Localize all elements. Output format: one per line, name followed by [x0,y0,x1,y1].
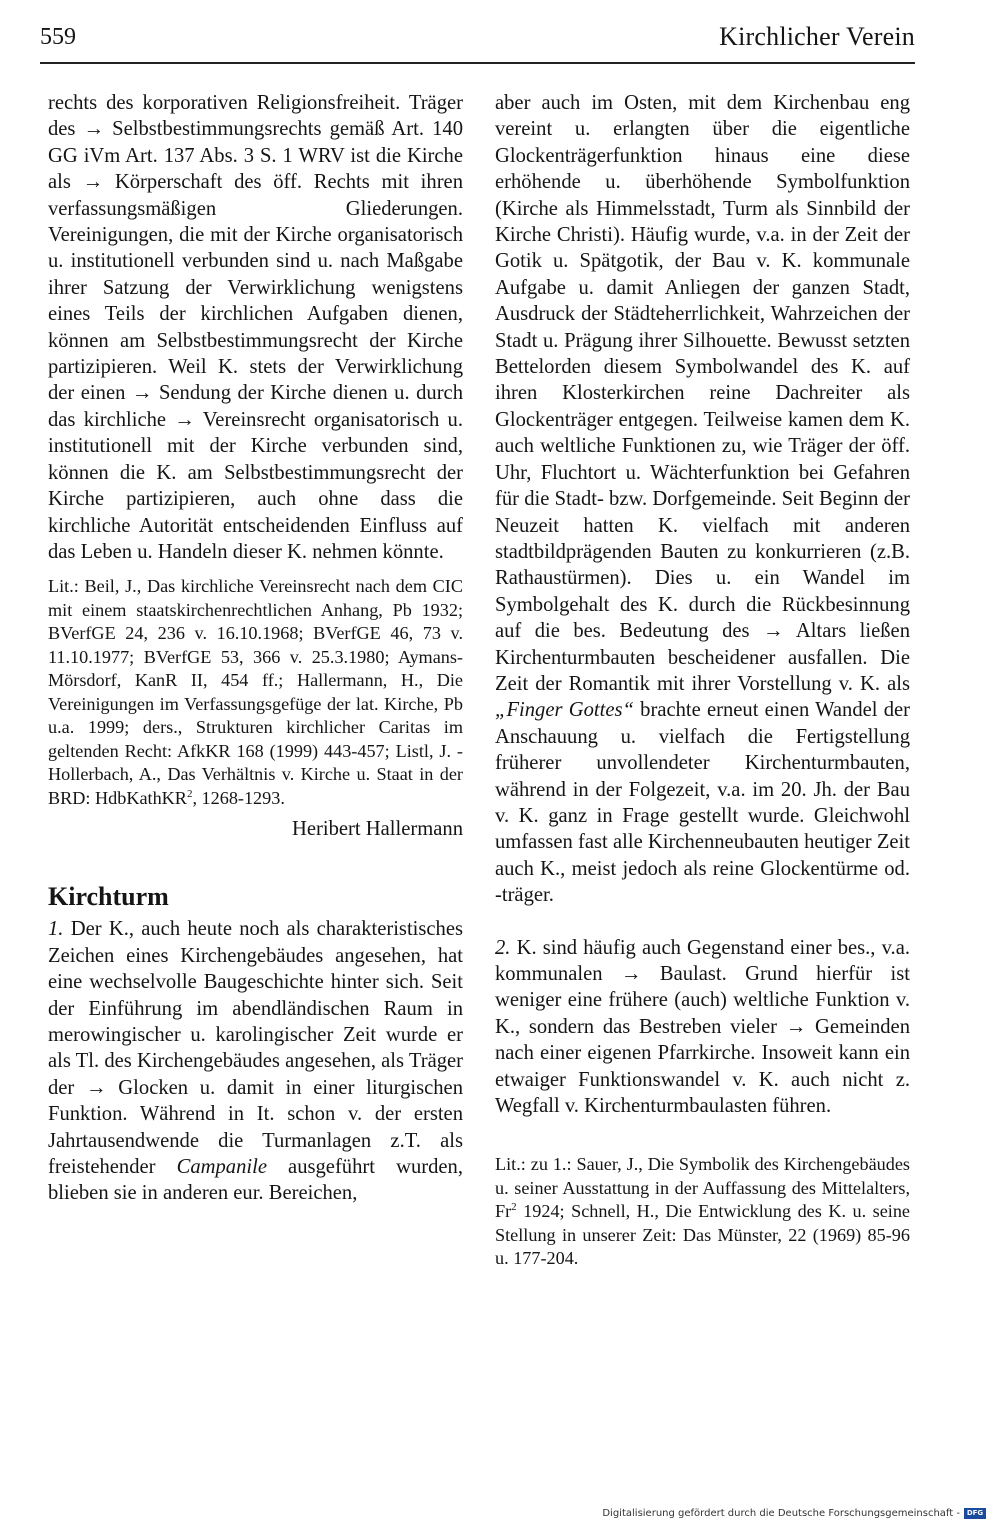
dfg-logo: DFG [964,1508,986,1519]
body-paragraph: rechts des korporativen Religionsfreiheit. Träger des → Selbstbestimmungsrechts gemäß Art. 140 GG iVm Art. 137 Abs. 3 S. 1 WRV ist die Kirche als → Körperschaft des öff. Rechts mit ihren verfassungsmäßigen Gliederungen. Vereinigungen, die mit der Kirche organisatorisch u. institutionell verbunden sind u. nach Maßgabe ihrer Satzung der Verwirklichung wenigstens eines Teils der kirchlichen Aufgaben dienen, können am Selbstbestimmungsrecht der Kirche partizipieren. Weil K. stets der Verwirklichung der einen → Sendung der Kirche dienen u. durch das kirchliche → Vereinsrecht organisatorisch u. institutionell mit der Kirche verbunden sind, können die K. am Selbstbestimmungsrecht der Kirche partizipieren, auch ohne dass die kirchliche Autorität entscheidenden Einfluss auf das Leben u. Handeln dieser K. nehmen könnte. [48,92,463,563]
spacer [495,1119,910,1143]
page-header [40,22,915,64]
spacer [495,909,910,935]
literature-list [48,575,463,810]
paragraph-text-end: brachte erneut einen Wandel der Anschauung u. vielfach die Fertigstellung früherer unvollendeter Kirchenturmbauten, während in der Folgezeit, v.a. im 20. Jh. der Bau v. K. ganz in Frage gestellt wurde. Gleichwohl umfassen fast alle Kirchenneubauten heutiger Zeit auch K., meist jedoch als reine Glockentürme od. -träger. [495,699,910,907]
left-column [48,90,463,1207]
paragraph-text: K. sind häufig auch Gegenstand einer bes., v.a. kommunalen → Baulast. Grund hierfür ist weniger eine frühere (auch) weltliche Funktion v. K., sondern das Bestreben vieler → Gemeinden nach einer eigenen Pfarrkirche. Insoweit kann ein etwaiger Funktionswandel v. K. auch nicht z. Wegfall v. Kirchenturmbaulasten führen. [495,936,910,1118]
paragraph-text-end: ausgeführt wurden, blieben sie in anderen eur. Bereichen, [48,1155,463,1205]
edition-superscript: 2 [511,1201,517,1214]
literature-text: Lit.: Beil, J., Das kirchliche Vereinsrecht nach dem CIC mit einem staatskirchenrechtlichen Anhang, Pb 1932; BVerfGE 24, 236 v. 16.10.1968; BVerfGE 46, 73 v. 11.10.1977; BVerfGE 53, 366 v. 25.3.1980; Aymans-Mörsdorf, KanR II, 454 ff.; Hallermann, H., Die Vereinigungen im Verfassungsgefüge der lat. Kirche, Pb u.a. 1999; ders., Strukturen kirchlicher Caritas im geltenden Recht: AfkKR 168 (1999) 443-457; Listl, J. - Hollerbach, A., Das Verhältnis v. Kirche u. Staat in der BRD: HdbKathKR [48,576,463,808]
literature-text: Lit.: zu 1.: Sauer, J., Die Symbolik des Kirchengebäudes u. seiner Ausstattung in der Auffassung des Mittelalters, Fr [495,1154,910,1222]
italic-quote: „Finger Gottes“ [495,699,634,722]
paragraph-text: aber auch im Osten, mit dem Kirchenbau eng vereint u. erlangten über die eigentliche Glockenträgerfunktion hinaus eine diese erhöhende u. überhöhende Symbolfunktion (Kirche als Himmelsstadt, Turm als Sinnbild der Kirche Christi). Häufig wurde, v.a. in der Zeit der Gotik u. Spätgotik, der Bau v. K. kommunale Aufgabe u. damit Anliegen der ganzen Stadt, Ausdruck der Städteherrlichkeit, Wahrzeichen der Stadt u. Prägung ihrer Silhouette. Bewusst setzten Bettelorden diesem Symbolwandel des K. auf ihren Klosterkirchen reine Dachreiter als Glockenträger entgegen. Teilweise kamen dem K. auch weltliche Funktionen zu, wie Träger der öff. Uhr, Fluchtort u. Wächterfunktion bei Gefahren für die Stadt- bzw. Dorfgemeinde. Seit Beginn der Neuzeit hatten K. vielfach mit anderen stadtbildprägenden Bauten zu konkurrieren (z.B. Rathaustürmen). Dies u. ein Wandel im Symbolgehalt des K. durch die Rückbesinnung auf die bes. Bedeutung des → Altars ließen Kirchenturmbauten bescheidener ausfallen. Die Zeit der Romantik mit ihrer Vorstellung v. K. als [495,92,910,695]
body-paragraph [495,90,910,909]
body-paragraph [48,916,463,1206]
right-column [495,90,910,1271]
section-number: 1. [48,918,64,941]
paragraph-text: Der K., auch heute noch als charakteristisches Zeichen eines Kirchengebäudes angesehen, hat eine wechselvolle Baugeschichte hinter sich. Seit der Einführung im abendländischen Raum in merowingischer u. karolingischer Zeit wurde er als Tl. des Kirchengebäudes angesehen, als Träger der → Glocken u. damit in einer liturgischen Funktion. Während in It. schon v. der ersten Jahrtausendwende die Turmanlagen z.T. als freistehender [48,918,463,1178]
literature-text-end: 1924; Schnell, H., Die Entwicklung des K. u. seine Stellung in unserer Zeit: Das Münster, 22 (1969) 85-96 u. 177-204. [495,1201,910,1269]
literature-list [495,1153,910,1271]
body-paragraph [495,935,910,1120]
edition-superscript: 2 [186,787,193,800]
footer-text: Digitalisierung gefördert durch die Deutsche Forschungsgemeinschaft - [602,1508,960,1519]
page-number: 559 [40,24,76,50]
section-number: 2. [495,936,511,959]
author-signature: Heribert Hallermann [292,818,463,841]
italic-term: Campanile [176,1155,267,1178]
entry-title: Kirchturm [48,882,169,912]
running-head: Kirchlicher Verein [719,22,915,51]
digitization-footer [602,1508,986,1519]
literature-text-end: , 1268-1293. [192,787,285,808]
